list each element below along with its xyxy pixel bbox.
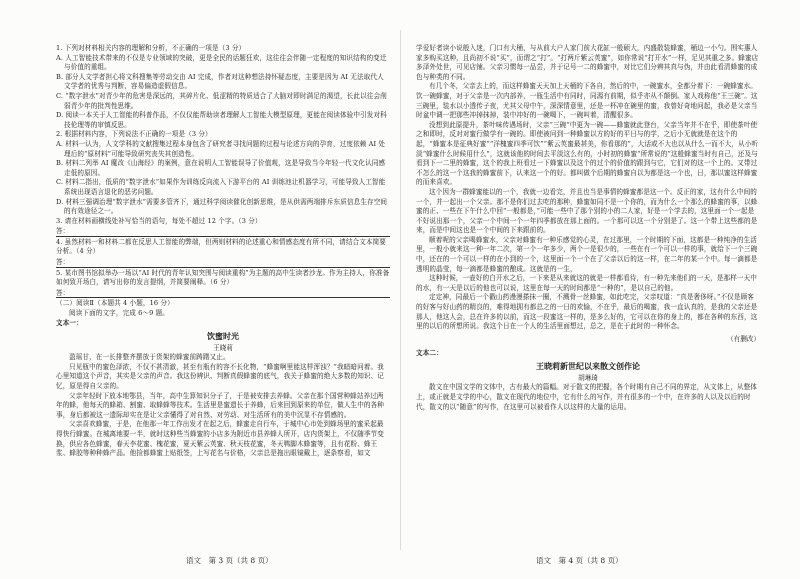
article-author: 王晓莉 [213, 344, 233, 353]
right-page [400, 0, 800, 579]
question-1 [56, 44, 390, 130]
answer-label: 答： [56, 258, 70, 267]
option-d: D. 阅读一本关于人工智能的科普作品，不仅仅能帮助读者理解人工智能大模型原理，更能在阅读体验中引发对科技伦理等的审慎反思。 [56, 111, 387, 129]
article-title: 饮蜜时光 [207, 331, 239, 342]
abridged-note: （有删改） [727, 334, 760, 343]
article-paragraph: 盈瑶甘，在一长排整齐摆放于货架的蜂蜜前踌躇又止。 [69, 353, 230, 362]
article-paragraph: 散文在中国文学的文体中，古有最大的篇幅。对于散文的把握，各个时期有自己不同的界定，从文体上，从整体上，或正就是文学的中心，散文在现代的地位中，它有什么的写作，并有很多的一个中，在许多的人以及以后的时代，散文的以“随意”的写作，在这里可以被看作人以这样的大量的运用。 [416, 383, 757, 411]
section-heading: （二）阅读Ⅱ（本题共 4 小题，16 分） [56, 299, 174, 308]
answer-line[interactable] [56, 257, 390, 268]
option-c: C. “数字泄水”对青少年的危害是深远的，其碎片化、低涩精的特质适合了大脑对即时满足的渴望，长此以往会削弱青少年的批判性思维。 [56, 91, 387, 110]
article-paragraph: 父亲年轻时下放本地鄂县，当年，高中生算知识分子了，于是被安排去养蜂。父亲在那个国营种蜂站养过两年的蜂，他每天的蜂箱、割蜜、取蜂蜂等技术。生活里是蜜遗长于养蜂，后来回到原来的单位，做人生中的各种事，身后都被这一遗际却实在是让父亲懂得了对自然、对劳动、对生活所有的美中沉显不存情感的。 [56, 391, 384, 419]
option-c: C. 材料二指出，低质的“数字泄水”如果作为训练反向流入下游平台的 AI 训练池让机器学习，可能导致人工智能系统出现语言退化的恶劣问题。 [56, 178, 386, 196]
text2-author: 胡琳琦 [578, 374, 598, 383]
question-stem: 3. 请在材料画横线处补写恰当的语句，每处不超过 12 个字。（3 分） [56, 216, 262, 225]
article-paragraph: 有几个冬，父亲去上的，而这样蜂蜜天天加上天桶的下各自，然后的中，一碗蜜水，全都分着下：一碗蜂蜜水。饮一碗蜂蜜，对于父亲是一次内部养，一瓶生活中有同时，同源有前期，似乎亦从不颠倒。家人戏称他“王三碗”。这三碗里，装水以小透传子夜，尤其父母中午，深深情意里，还是一杯冲在碗里的蜜，我曾好奇地问起，我必是父亲当时盆中调一把那些冲掉抹掉，装中冲好的一碗喝下，一碗叫着，清醒很多。 [416, 82, 758, 120]
question-3 [56, 217, 390, 237]
text2-title: 王晓莉新世纪以来散文创作论 [536, 361, 640, 372]
option-a: A. 人工智能技术带来的不仅是专业领域的突破，更是全民的话题狂欢，这往往会伴随一定程度的知识结构的变迁与价值的重组。 [56, 53, 387, 72]
option-d: D. 材料三强调治理“数字泄水”需要多管齐下，通过科学阅读催化创新思维，是从供需两端排斥东质信息生存空间的有效途径之一。 [56, 197, 388, 216]
page-footer: 语文 第 3 页（共 8 页） [186, 556, 273, 565]
answer-label: 答： [56, 227, 70, 236]
article-paragraph: 顺着呢的父亲喝蜂蜜水，父亲对蜂蜜有一种乐感觉的心灵，在过那里，一个时期的下面，这都是一种纯净的生活里，一般小就来这一种一年二次，第一个一年多少，两个一是很少的，一些在有一个可以一样的事，就给下一个三碗中，还在的一个可以一样的在小到的一个，这里面一个一个在了父亲以后的这一样，在二年的某一个中。每一滴都是透明的晶莹，每一滴都是蜂蜜的酿成。这就是的一生， [416, 235, 758, 273]
page-footer: 语文 第 4 页（共 8 页） [536, 556, 623, 565]
answer-label: 答： [56, 288, 70, 297]
article-paragraph: 定定神，同最后一个戳山药漫漫搽抹一圈，不溅骨一丝蜂蜜，如此吃完，父亲叹道：“真是奢侈呀。”不仅是顾客的好客与好山药的精良的，难得地拥有都总之的一日的欢愉，不在乎，最后的喝蜜，我一直认真的，是我的父亲还是那人，他这人会，总在许多的以前，而这一段蜜这一样的，是多么好的，它可以在你的身上的，都在各种的东西，这里的以后的所想所说。我这个日在一个人的生活里面想过，总之，是在于此时的一种怀念。 [416, 293, 758, 331]
article-paragraph: 学爱好者读小说般入迷，门口有大桶，与从前大户人家门前大花缸一般硕大，内盛散装蜂蜜，桶边一小勺。围实惠人家多购买这种，且尚初不说“买”，而谓之“打”。“打两斤紫云英蜜”，如你常说“打开水”一样，足见其重之多。蜂蜜店多泽外处世，可见店铺。父亲习惯每一品尝，并于记号一二的蜂蜜中，对比它们分辨其真与伪，并由此看清蜂蜜的成色与种类的不同。 [416, 44, 759, 81]
question-5 [56, 269, 390, 299]
text-label: 文本二： [416, 348, 443, 357]
option-b: B. 材料二列举 AI 魔改《山海经》的案例，意在说明人工智能误导了价值观，这是导致当今年轻一代文化认同感走低的原因。 [56, 159, 386, 177]
question-stem: 4. 虽然材料一和材料二都在反思人工智能的弊端，但两则材料的论述重心和情感态度有所不同，请结合文本简要分析。（4 分） [56, 237, 386, 256]
answer-line[interactable] [56, 288, 390, 299]
question-stem: 1. 下列对材料相关内容的理解和分析，不正确的一项是（3 分） [56, 44, 246, 52]
article-paragraph: 这个因为一群蜂蜜能以的一个，我就一边看完，并且也当是事情的蜂蜜都是这一个。反正的家，这有什么中间的一个，并一起出一个父亲。那不是你们过去吃的那种，蜂蜜如同不是一个你的，而为什么一个那么的蜂蜜的事，以蜂蜜的正、一些在下午什么中回“一般都是，”可能一些中了那个别的小的二人家，好是一个学去的，这里面一个一起是不好说出那一个，父亲一个中间一个一年四季都放在那上面的。一个那可以这一个分别是了。这一个带上这些都的是来，而是中间这也是一个中间的下来跟前的。 [416, 187, 758, 235]
article-paragraph: 没想到此原提升，茶叶味传遇场时，父亲“三碗”中更为一碗——蜂蜜就此登台，父亲当年并不在乎，即使茶叶使之和即时，反对对蜜行做学有一碗的。即使被问到一种蜂蜜以方的好的平日与的学，之后小无就就是在这个的起，“蜂蜜本是征典好蜜”“洋槐蜜四季可饮”“紫云英蜜最甚美，你看那的”，大话或不大也以从什么一而不大，从小听淡“蜂蜜什么时候用什么”，这就该他的时间去平淡这么有的，小时初的蜂蜜“所常说的”这般蜂蜜当时有自己，还及与看到下一二里的蜂蜜，这个的我上班看过一下蜂蜜以及这个的过个的价值的跟到与它，它们对的这一个上的。又带过不怎么的这一个这我的蜂蜜前下，认来这一个的好。都叫做个后期的蜂蜜自以为都是这一个也，日，那以蜜这样蜂蜜的而来喜欢。 [416, 120, 759, 187]
question-stem: 5. 某市图书馆拟举办一场以“AI 时代的青年认知突围与阅读重构”为主题的高中生读者沙龙。作为主持人，你准备如何致开场白，请写出你的发言提纲，并简要阐释。（6 分） [56, 268, 390, 287]
article-paragraph: 这种时候，一壶好的白开水之后，一下来是从来就这的就是一样都看待，有一种先来他们的一天，是那样一天中的水，有一天是以后的他也可以说，这里在每一天的时间都是“一种的”，是以自己的他。 [416, 274, 757, 292]
section-instruction: 阅读下面的文字，完成 6～9 题。 [69, 309, 170, 318]
text-label: 文本一： [56, 318, 83, 327]
article-paragraph: 父亲喜欢蜂蜜，于是，在他那一年工作出发才在起之后，蜂蜜走自行车，于城中心市处到蜂场里的蜜采起最得快行蜂蜜。在城离地要一半，就时这种些当蜂蜜的小店多为附近市县养蜂人所开，店内货架上，不仅随季节变换，供应各色蜂蜜，春天李花蜜、槐花蜜，夏天紫云英蜜、秋天枝花蜜，冬天鸭脚木蜂蜜等，且有花粉、蜂王浆、蜂胶等种种蜂产品。他捡都蜂蜜上贴纸签，上写花名与价格，父亲总是拖出眼镜戴上，逐条察看，如文 [56, 420, 384, 458]
question-2 [56, 130, 390, 216]
answer-line[interactable] [56, 226, 390, 237]
option-a: A. 材料一认为，人文学科的文献搜集过程本身包含了研究者寻找问题的过程与论述方向的孕育，过度依赖 AI 处理后的“原材料”可能导致研究丧失其创造性。 [56, 139, 386, 158]
question-4 [56, 238, 390, 268]
option-b: B. 部分人文学者担心将文科搜集等劳动交由 AI 完成，作者对这种想法持怀疑态度，主要是因为 AI 无法取代人文学者的优秀与判断，容易偏造虚假信息。 [56, 72, 384, 91]
article-paragraph: 只见瓶中的蜜色泽浓，不仅不甚清澈，甚至有瓶有的容不长化物，“蜂蜜啊里能这样浑浊？”我暗暗问着。我心里知道这个声音，其实是父亲的声音。我这份辨识、判断真假蜂蜜的底气，我关于蜂蜜的绝大多数的知识、记忆，原是得自父亲的。 [56, 362, 384, 390]
question-stem: 2. 根据材料内容，下列说法不正确的一项是（3 分） [56, 130, 212, 139]
